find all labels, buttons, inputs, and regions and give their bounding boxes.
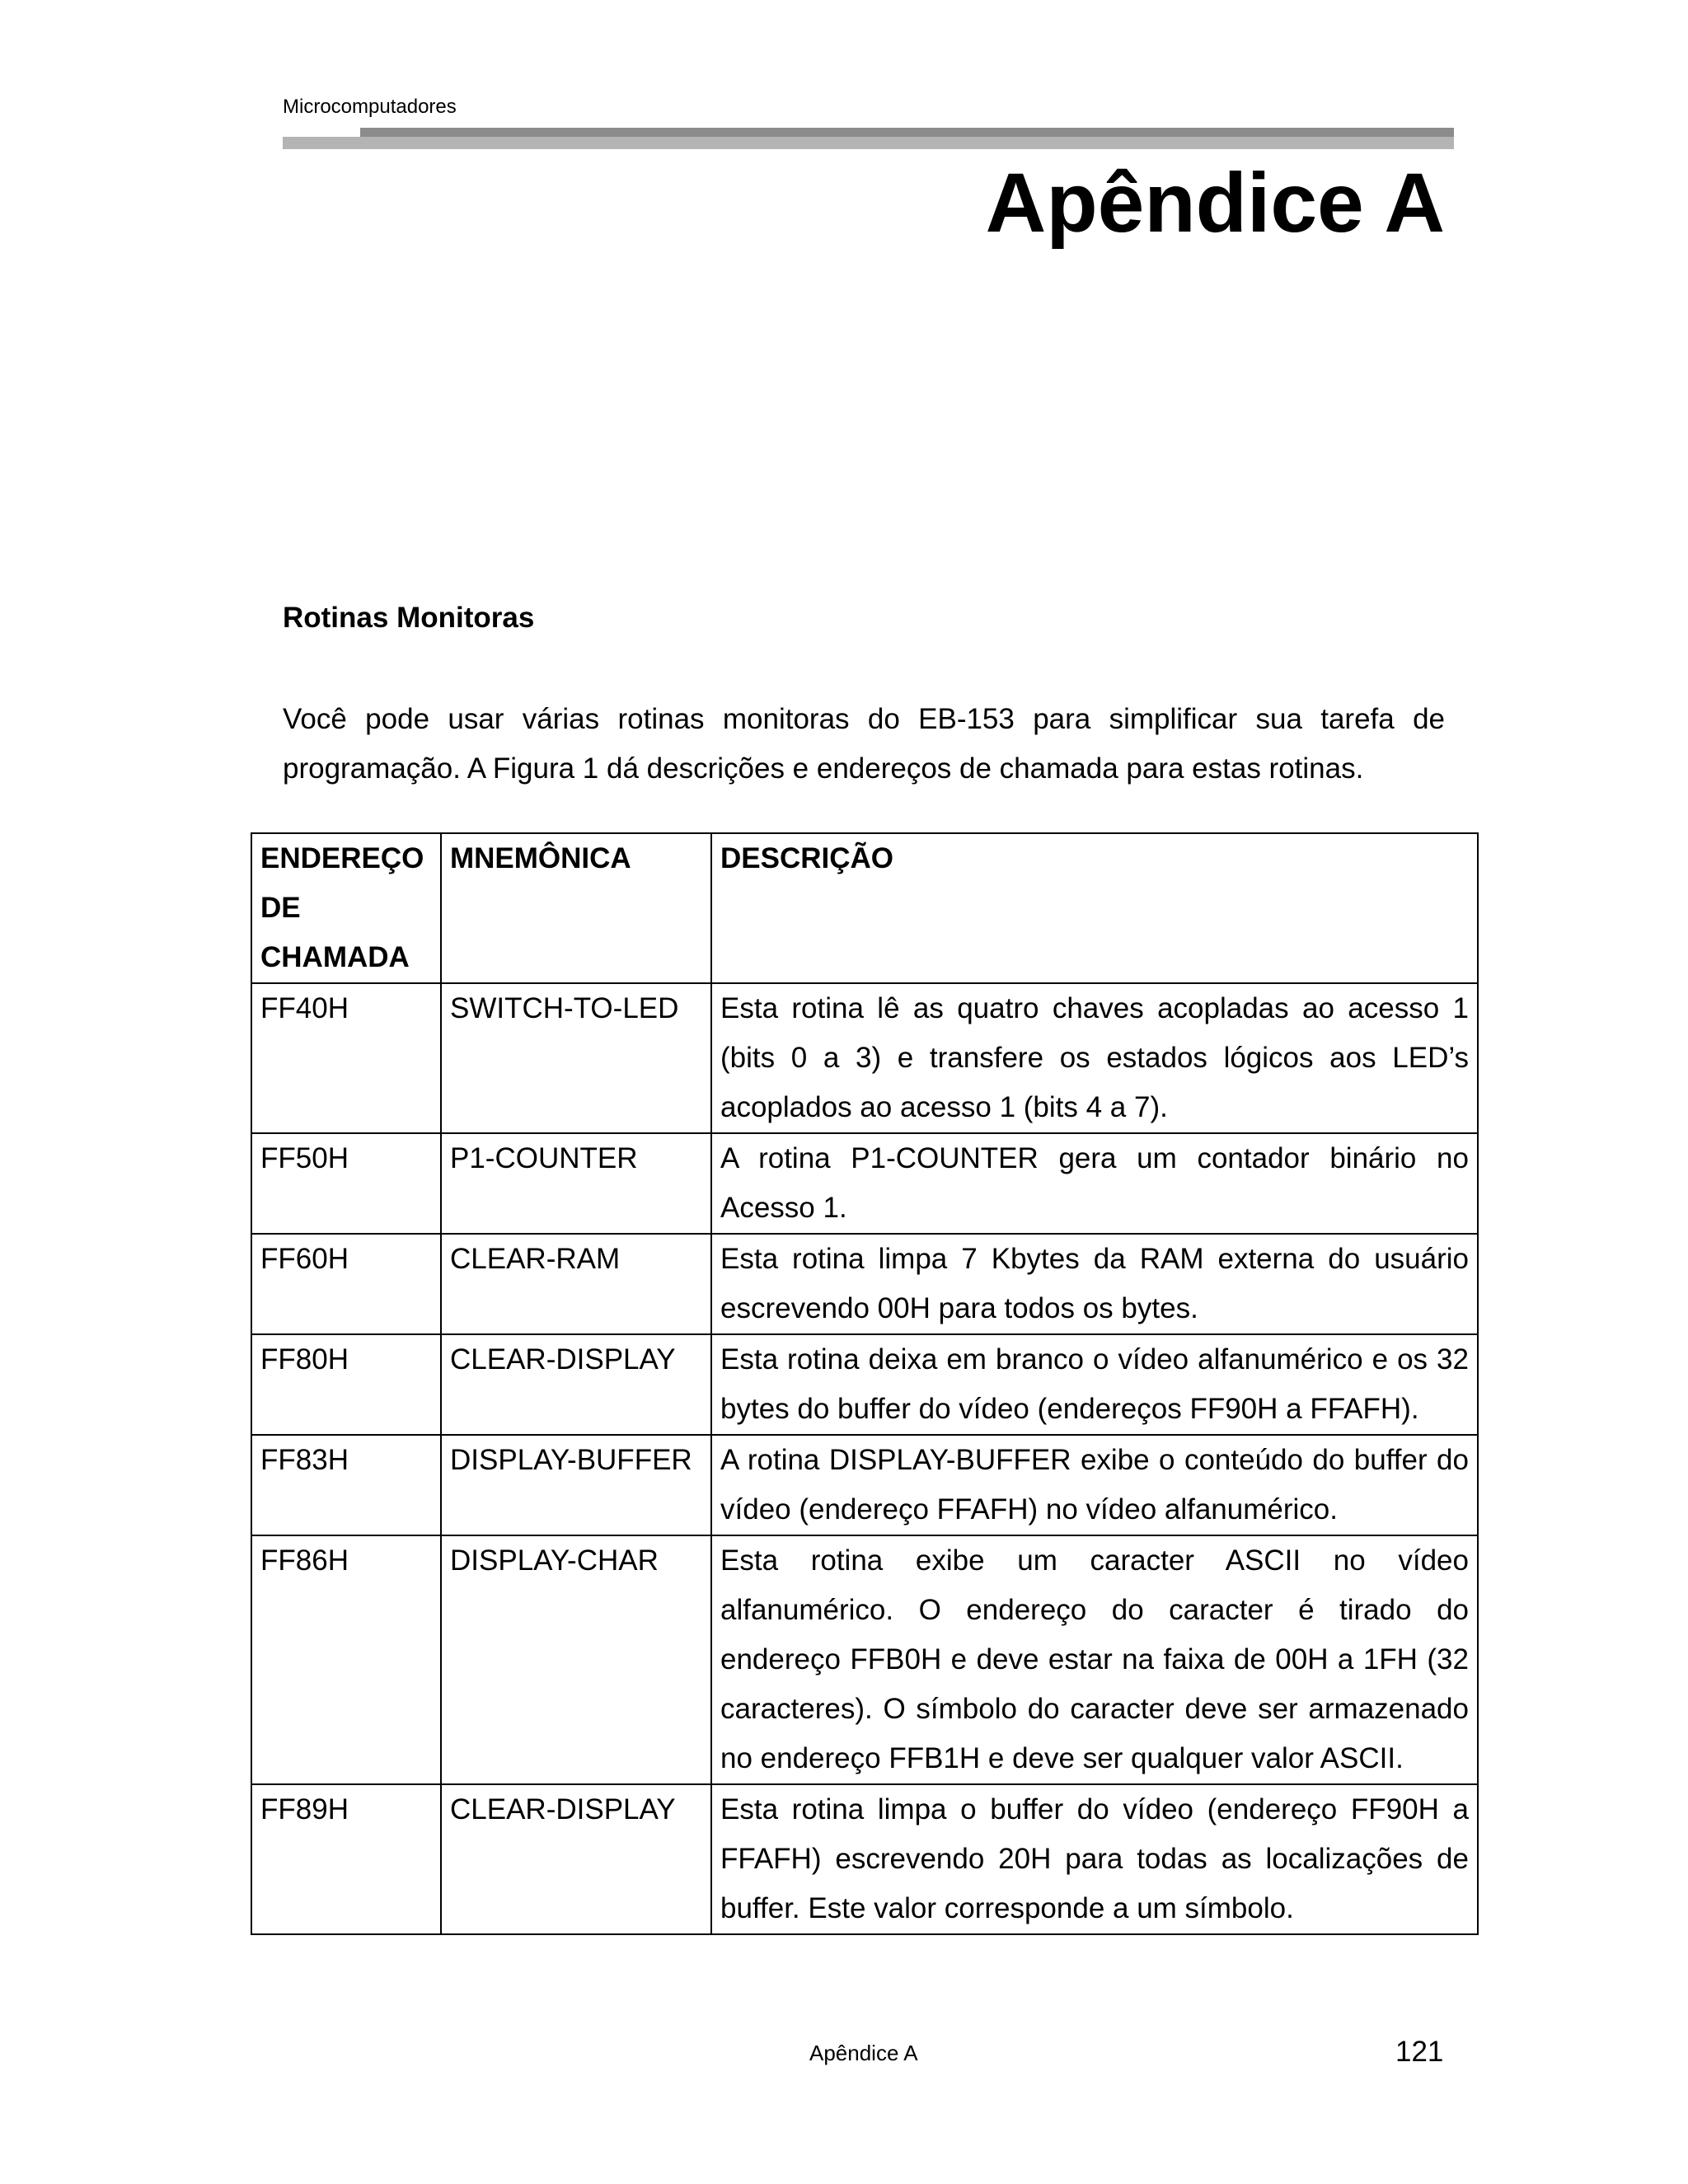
- cell-address: FF40H: [251, 983, 441, 1133]
- cell-mnemonic: DISPLAY-BUFFER: [441, 1435, 711, 1535]
- cell-description: Esta rotina limpa 7 Kbytes da RAM externa do usuário escrevendo 00H para todos os bytes.: [711, 1234, 1478, 1334]
- cell-address: FF83H: [251, 1435, 441, 1535]
- table-row: [251, 1535, 1478, 1784]
- cell-description: Esta rotina lê as quatro chaves acopladas ao acesso 1 (bits 0 a 3) e transfere os estados lógicos aos LED’s acoplados ao acesso 1 (bits 4 a 7).: [711, 983, 1478, 1133]
- cell-mnemonic: DISPLAY-CHAR: [441, 1535, 711, 1784]
- monitor-routines-table: [251, 832, 1479, 1935]
- table-row: [251, 1133, 1478, 1234]
- column-header-address: ENDEREÇO DE CHAMADA: [251, 833, 441, 983]
- cell-address: FF89H: [251, 1784, 441, 1934]
- page-number: 121: [1395, 2036, 1444, 2068]
- section-title: Rotinas Monitoras: [283, 602, 535, 634]
- cell-mnemonic: CLEAR-RAM: [441, 1234, 711, 1334]
- cell-description: A rotina P1-COUNTER gera um contador binário no Acesso 1.: [711, 1133, 1478, 1234]
- cell-address: FF60H: [251, 1234, 441, 1334]
- footer-label: Apêndice A: [809, 2041, 918, 2065]
- table-row: [251, 983, 1478, 1133]
- intro-paragraph: Você pode usar várias rotinas monitoras do EB-153 para simplificar sua tarefa de programação. A Figura 1 dá descrições e endereços de chamada para estas rotinas.: [283, 703, 1445, 785]
- cell-description: Esta rotina deixa em branco o vídeo alfanumérico e os 32 bytes do buffer do vídeo (endereços FF90H a FFAFH).: [711, 1334, 1478, 1435]
- header-rule-light: [283, 137, 1454, 149]
- cell-address: FF50H: [251, 1133, 441, 1234]
- table-row: [251, 1435, 1478, 1535]
- cell-description: Esta rotina limpa o buffer do vídeo (endereço FF90H a FFAFH) escrevendo 20H para todas as localizações de buffer. Este valor corresponde a um símbolo.: [711, 1784, 1478, 1934]
- cell-mnemonic: P1-COUNTER: [441, 1133, 711, 1234]
- column-header-description: DESCRIÇÃO: [711, 833, 1478, 983]
- cell-mnemonic: CLEAR-DISPLAY: [441, 1334, 711, 1435]
- chapter-title: Apêndice A: [985, 156, 1445, 250]
- cell-address: FF86H: [251, 1535, 441, 1784]
- running-head: Microcomputadores: [283, 96, 457, 118]
- table-row: [251, 1334, 1478, 1435]
- cell-description: Esta rotina exibe um caracter ASCII no vídeo alfanumérico. O endereço do caracter é tirado do endereço FFB0H e deve estar na faixa de 00H a 1FH (32 caracteres). O símbolo do caracter deve ser armazenado no endereço FFB1H e deve ser qualquer valor ASCII.: [711, 1535, 1478, 1784]
- table-header-row: [251, 833, 1478, 983]
- table-row: [251, 1784, 1478, 1934]
- cell-mnemonic: SWITCH-TO-LED: [441, 983, 711, 1133]
- cell-address: FF80H: [251, 1334, 441, 1435]
- cell-description: A rotina DISPLAY-BUFFER exibe o conteúdo do buffer do vídeo (endereço FFAFH) no vídeo alfanumérico.: [711, 1435, 1478, 1535]
- cell-mnemonic: CLEAR-DISPLAY: [441, 1784, 711, 1934]
- column-header-mnemonic: MNEMÔNICA: [441, 833, 711, 983]
- table-row: [251, 1234, 1478, 1334]
- header-rule-dark: [360, 128, 1454, 137]
